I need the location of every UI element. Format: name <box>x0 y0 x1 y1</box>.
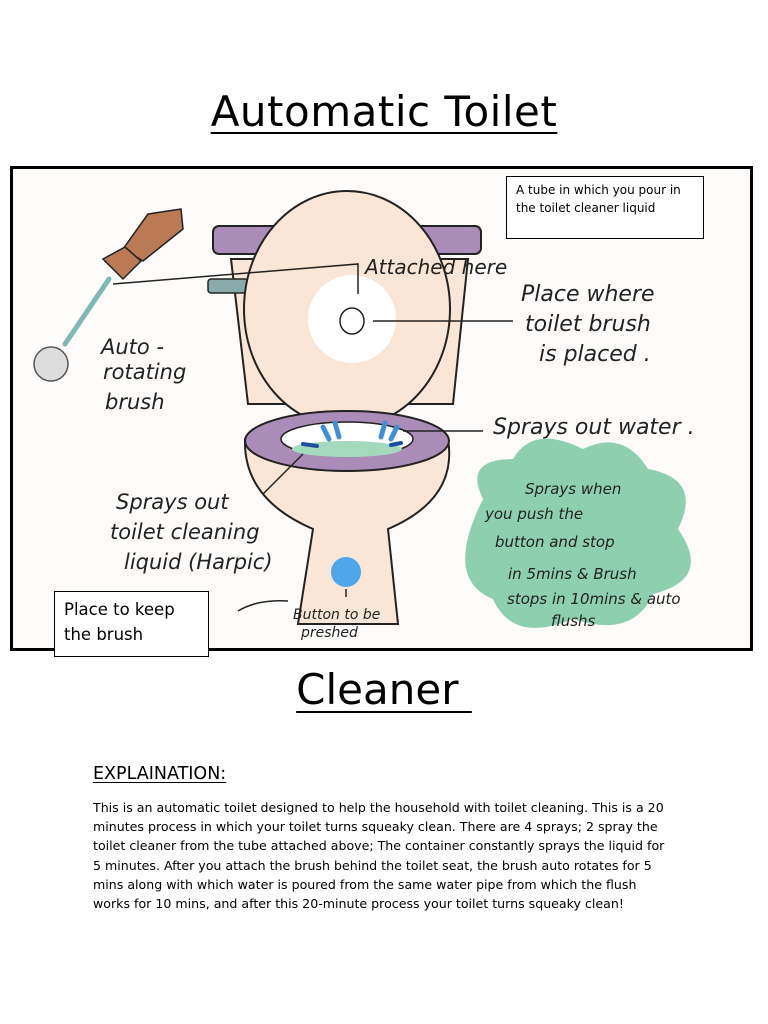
callout-tube-text: A tube in which you pour in the toilet cleaner liquid <box>516 183 681 215</box>
cloud-line-1: Sprays when <box>525 480 622 498</box>
flush-handle <box>208 279 248 293</box>
brush-hole <box>340 308 364 334</box>
callout-brush-place-text: Place to keep the brush <box>64 600 175 644</box>
label-auto-1: Auto - <box>101 335 165 359</box>
explanation-paragraph: This is an automatic toilet designed to help the household with toilet cleaning. This is a 20 minutes process in which your toilet turns squeaky clean. There are 4 sprays; 2 spray the toilet cleaner from the tube attached above; The container constantly sprays the liquid for 5 minutes. After you attach the brush behind the toilet seat, the brush auto rotates for 5 mins along with which water is poured from the same water pipe from which the flush works for 10 mins, and after this 20-minute process your toilet turns squeaky clean! <box>93 800 665 912</box>
page-title-continued-text: Cleaner <box>296 665 472 714</box>
cloud-line-4: in 5mins & Brush <box>508 565 637 583</box>
brush-head <box>34 347 68 381</box>
cloud-line-2: you push the <box>485 505 584 523</box>
cloud-line-5: stops in 10mins & auto <box>507 590 681 608</box>
label-button-1: Button to be <box>293 607 381 623</box>
label-place-2: toilet brush <box>525 312 651 337</box>
label-sprays-water: Sprays out water . <box>493 415 695 440</box>
label-auto-2: rotating <box>103 360 187 384</box>
page-title-continued <box>0 664 768 716</box>
label-liquid-1: Sprays out <box>116 490 229 514</box>
label-liquid-3: liquid (Harpic) <box>124 550 273 574</box>
toilet-drawing <box>13 169 750 648</box>
label-place-1: Place where <box>521 282 655 307</box>
explanation-heading: EXPLAINATION: <box>93 764 227 784</box>
page-title-text: Automatic Toilet <box>210 87 558 136</box>
label-button-2: preshed <box>301 625 358 641</box>
callout-tube <box>506 176 704 239</box>
label-place-3: is placed . <box>539 342 651 367</box>
page-title <box>0 86 768 138</box>
label-attached: Attached here <box>365 255 508 279</box>
cloud-line-3: button and stop <box>495 533 615 551</box>
label-liquid-2: toilet cleaning <box>110 520 260 544</box>
button-circle <box>331 557 361 587</box>
callout-brush-place <box>54 591 209 657</box>
label-auto-3: brush <box>105 390 165 414</box>
cloud-line-6: flushs <box>551 612 596 630</box>
leader-brush-place <box>238 601 288 611</box>
